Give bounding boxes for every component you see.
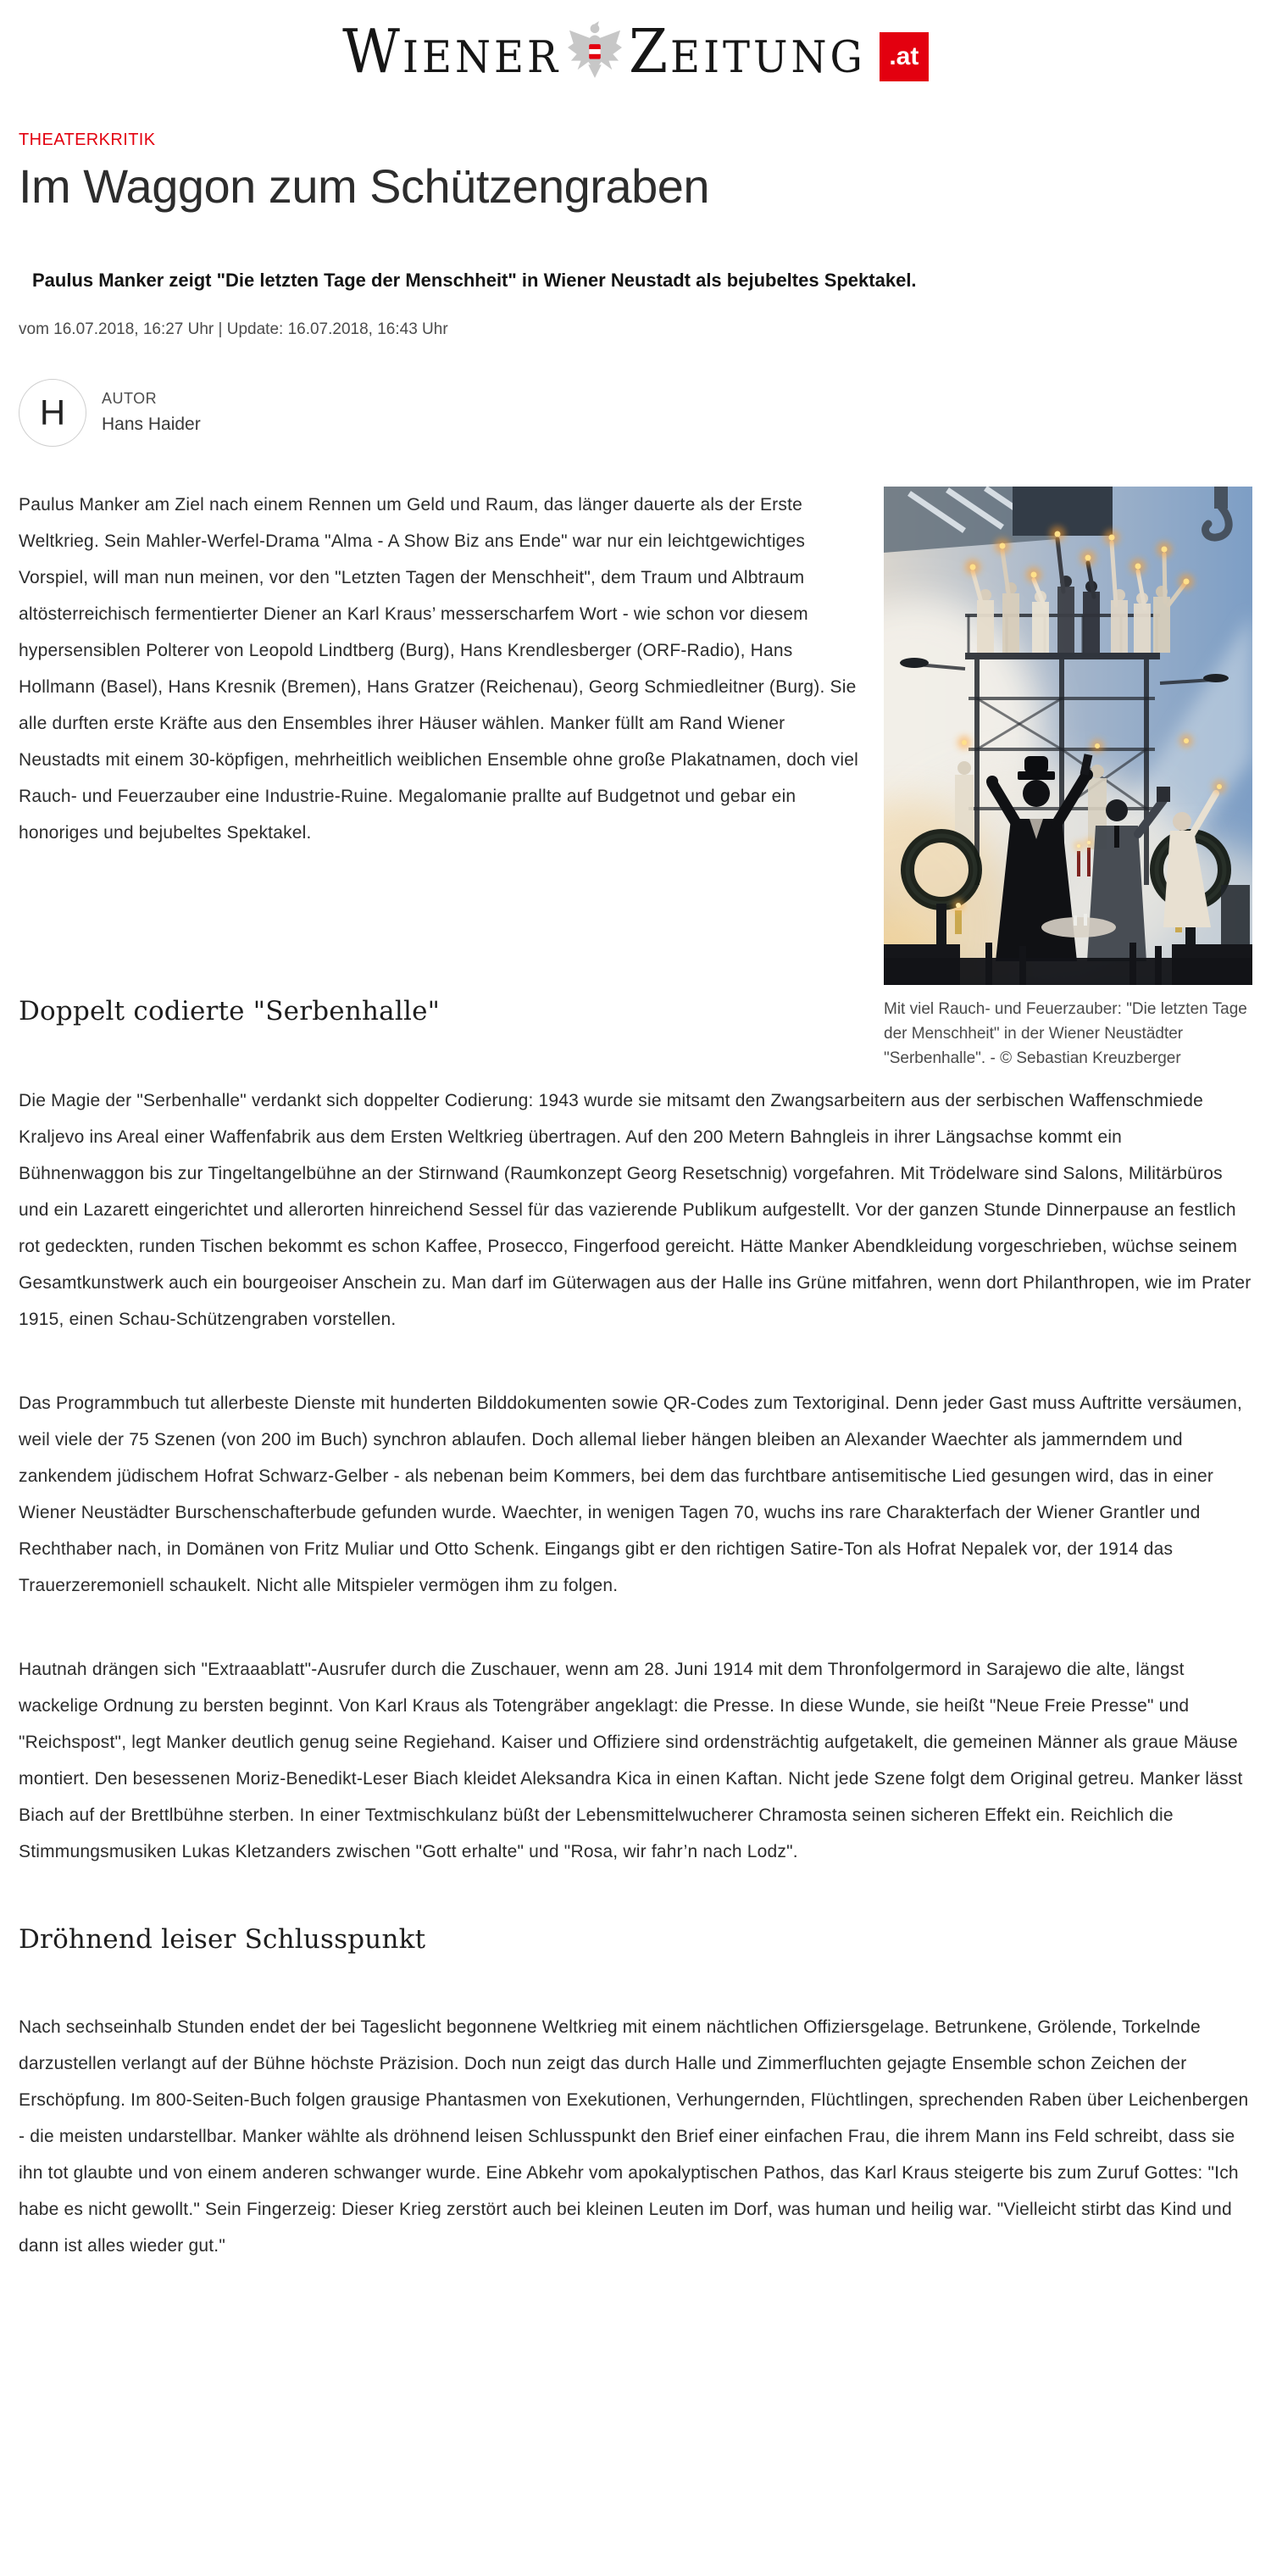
article-body <box>19 487 1252 2264</box>
paragraph: Das Programmbuch tut allerbeste Dienste mit hunderten Bilddokumenten sowie QR-Codes zum Textoriginal. Denn jeder Gast muss Auftritte versäumen, weil viele der 75 Szenen (von 200 im Buch) synchron ablaufen. Doch allemal lieber hängen bleiben an Alexander Waechter als jammerndem und zankendem jüdischem Hofrat Schwarz-Gelber - als nebenan beim Kommers, bei dem das furchtbare antisemitische Lied gesungen wird, das in einer Wiener Neustädter Burschenschafterbude gefunden wurde. Waechter, in wenigen Tagen 70, wuchs ins rare Charakterfach der Wiener Grantler und Rechthaber nach, in Domänen von Fritz Muliar und Otto Schenk. Eingangs gibt er den richtigen Satire-Ton als Hofrat Nepalek vor, der 1914 das Trauerzeremoniell schaukelt. Nicht alle Mitspieler vermögen ihm zu folgen. <box>19 1393 1243 1595</box>
logo-word-zeitung <box>629 15 866 87</box>
logo-word-wiener <box>342 15 562 87</box>
author-avatar: H <box>19 379 86 447</box>
logo-initial-w: W <box>342 15 402 87</box>
eagle-icon <box>568 19 622 80</box>
article-figure <box>884 487 1252 1071</box>
dateline: vom 16.07.2018, 16:27 Uhr | Update: 16.07.2018, 16:43 Uhr <box>19 320 448 338</box>
author-name: Hans Haider <box>102 414 201 435</box>
paragraph-intro: Paulus Manker am Ziel nach einem Rennen um Geld und Raum, das länger dauerte als der Erste Weltkrieg. Sein Mahler-Werfel-Drama "Alma - A Show Biz ans Ende" war nur ein leichtgewichtiges Vorspiel, will man nun meinen, vor den "Letzten Tagen der Menschheit", dem Traum und Albtraum altösterreichisch fermentierter Diener an Karl Kraus’ messerscharfem Wort - wie schon vor diesem hypersensiblen Polterer von Leopold Lindtberg (Burg), Hans Krendlesberger (ORF-Radio), Hans Hollmann (Basel), Hans Kresnik (Bremen), Hans Gratzer (Reichenau), Georg Schmiedleitner (Burg). Sie alle durften erste Kräfte aus den Ensembles ihrer Häuser wählen. Manker füllt am Rand Wiener Neustadts mit einem 30-köpfigen, mehrheitlich weiblichen Ensemble ohne große Plakatnamen, doch viel Rauch- und Feuerzauber eine Industrie-Ruine. Megalomanie prallte auf Budgetnot und gebar ein honoriges und bejubeltes Spektakel. <box>19 494 858 843</box>
section-heading-2: Dröhnend leiser Schlusspunkt <box>19 1923 426 1955</box>
image-caption: Mit viel Rauch- und Feuerzauber: "Die letzten Tage der Menschheit" in der Wiener Neustädter "Serbenhalle". - © Sebastian Kreuzberger <box>884 999 1247 1067</box>
logo-tld-badge: .at <box>880 32 929 81</box>
author-block <box>19 378 1252 448</box>
logo-rest-eitung: EITUNG <box>670 31 866 83</box>
author-meta <box>102 390 201 435</box>
section-heading-1: Doppelt codierte "Serbenhalle" <box>19 995 441 1027</box>
page-title: Im Waggon zum Schützengraben <box>19 159 710 213</box>
paragraph: Nach sechseinhalb Stunden endet der bei Tageslicht begonnene Weltkrieg mit einem nächtlichen Offiziersgelage. Betrunkene, Grölende, Torkelnde darzustellen verlangt auf der Bühne höchste Präzision. Doch nun zeigt das durch Halle und Zimmerfluchten gejagte Ensemble schon Zeichen der Erschöpfung. Im 800-Seiten-Buch folgen grausige Phantasmen von Exekutionen, Verhungernden, Flüchtlingen, sprechenden Raben über Leichenbergen - die meisten undarstellbar. Manker wählte als dröhnend leisen Schlusspunkt den Brief einer einfachen Frau, die ihrem Mann ins Feld schreibt, dass sie ihn tot glaubte und von einem anderen schwanger wurde. Eine Abkehr vom apokalyptischen Pathos, das Karl Kraus steigerte bis zum Zuruf Gottes: "Ich habe es nicht gewollt." Sein Fingerzeig: Dieser Krieg zerstört auch bei kleinen Leuten im Dorf, was human und heilig war. "Vielleicht stirbt das Kind und dann ist alles wieder gut." <box>19 2017 1249 2256</box>
paragraph: Die Magie der "Serbenhalle" verdankt sich doppelter Codierung: 1943 wurde sie mitsamt den Zwangsarbeitern aus der serbischen Waffenschmiede Kraljevo ins Areal einer Waffenfabrik aus dem Ersten Weltkrieg übertragen. Auf den 200 Metern Bahngleis in ihrer Längsachse kommt ein Bühnenwaggon bis zur Tingeltangelbühne an der Stirnwand (Raumkonzept Georg Resetschnig) vorgefahren. Mit Trödelware sind Salons, Militärbüros und ein Lazarett eingerichtet und allerorten hinreichend Sessel für das vazierende Publikum aufgestellt. Vor der ganzen Stunde Dinnerpause an festlich rot gedeckten, runden Tischen bekommt es schon Kaffee, Prosecco, Fingerfood gereicht. Hätte Manker Abendkleidung vorgeschrieben, wüchse seinem Gesamtkunstwerk auch ein bourgeoiser Anschein zu. Man darf im Güterwagen aus der Halle ins Grüne mitfahren, wenn dort Philanthropen, wie im Prater 1915, einen Schau-Schützengraben vorstellen. <box>19 1090 1252 1329</box>
article-lead: Paulus Manker zeigt "Die letzten Tage der Menschheit" in Wiener Neustadt als bejubeltes Spektakel. <box>32 269 917 291</box>
logo-initial-z: Z <box>629 15 671 87</box>
logo-rest-iener: IENER <box>402 31 562 83</box>
wiener-zeitung-logo[interactable] <box>342 15 929 87</box>
masthead <box>19 10 1252 92</box>
paragraph: Hautnah drängen sich "Extraaablatt"-Ausrufer durch die Zuschauer, wenn am 28. Juni 1914 mit dem Thronfolgermord in Sarajewo die alte, längst wackelige Ordnung zu bersten beginnt. Von Karl Kraus als Totengräber angeklagt: die Presse. In diese Wunde, sie heißt "Neue Freie Presse" und "Reichspost", legt Manker deutlich genug seine Regiehand. Kaiser und Offiziere sind ordensträchtig aufgetakelt, die gemeinen Männer als graue Mäuse montiert. Den besessenen Moriz-Benedikt-Leser Biach kleidet Aleksandra Kica in einen Kaftan. Nicht jede Szene folgt dem Original getreu. Manker lässt Biach auf der Brettlbühne sterben. In einer Textmischkulanz büßt der Lebensmittelwucherer Chramosta seinen sicheren Effekt ein. Reichlich die Stimmungsmusiken Lukas Kletzanders zwischen "Gott erhalte" und "Rosa, wir fahr’n nach Lodz". <box>19 1659 1243 1861</box>
stage-photo[interactable] <box>884 487 1252 985</box>
author-label: AUTOR <box>102 390 158 408</box>
category-link[interactable]: THEATERKRITIK <box>19 131 156 149</box>
